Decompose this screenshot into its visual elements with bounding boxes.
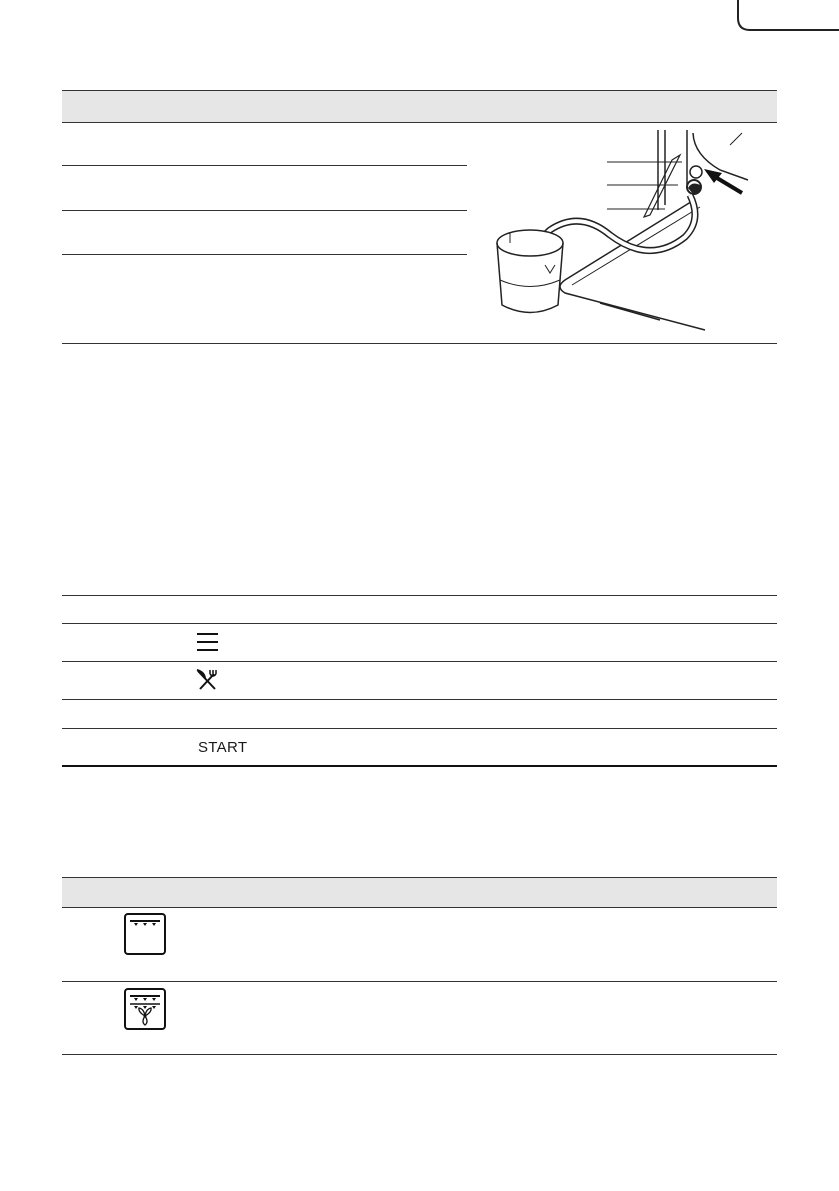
table-1-row-divider — [62, 254, 467, 255]
table-2-row-divider — [62, 728, 777, 729]
table-3-bottom-border — [62, 1054, 777, 1055]
table-2-row-divider — [62, 623, 777, 624]
start-label: START — [198, 739, 248, 756]
oven-top-heat-fan-icon — [124, 988, 166, 1030]
oven-top-heat-icon — [124, 913, 166, 955]
menu-icon — [197, 632, 219, 652]
corner-mark — [738, 0, 839, 40]
table-1-row-divider — [62, 210, 467, 211]
table-1-bottom-border — [62, 343, 777, 344]
table-1-header — [62, 90, 777, 123]
table-1-row-divider — [62, 165, 467, 166]
drain-hose-illustration — [480, 125, 770, 340]
table-2-row-divider — [62, 661, 777, 662]
table-2-bottom-border — [62, 765, 777, 767]
table-2-row-divider — [62, 699, 777, 700]
table-3-header — [62, 877, 777, 908]
table-2-top-border — [62, 595, 777, 596]
table-3-row-divider — [62, 981, 777, 982]
fork-knife-icon — [196, 669, 218, 691]
